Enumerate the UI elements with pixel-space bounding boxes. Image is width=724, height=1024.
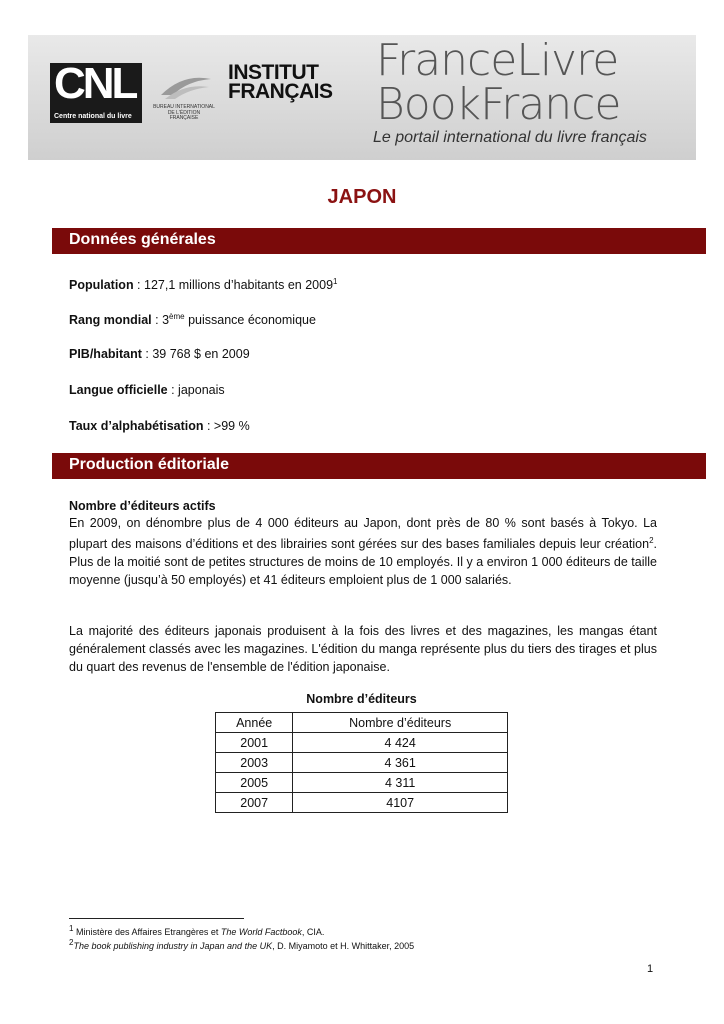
field-label: Langue officielle — [69, 383, 168, 397]
table-header: Nombre d’éditeurs — [293, 713, 508, 733]
footnote-1 — [69, 924, 324, 937]
header-banner — [28, 35, 696, 160]
footnote-divider — [69, 918, 244, 919]
table-header: Année — [216, 713, 293, 733]
francelivre-text: FranceLivre — [376, 35, 619, 86]
field-label: Population — [69, 278, 134, 293]
field-label: Taux d’alphabétisation — [69, 419, 204, 433]
field-pib — [69, 347, 250, 361]
section-production-editoriale — [52, 453, 706, 479]
table-row — [216, 773, 508, 793]
table-cell: 2003 — [216, 753, 293, 773]
field-value: puissance économique — [184, 313, 316, 328]
section-donnees-generales — [52, 228, 706, 254]
cnl-logo-text: CNL — [54, 59, 136, 108]
paragraph-text: En 2009, on dénombre plus de 4 000 éditeurs au Japon, dont près de 80 % sont basés à Tokyo. La plupart des maisons d’éditions et des librairies sont gérées sur des bases familiales depuis leur création — [69, 516, 657, 552]
field-langue — [69, 383, 225, 397]
field-value: : >99 % — [203, 419, 250, 433]
bief-logo-caption: BUREAU INTERNATIONAL DE L'ÉDITION FRANÇAISE — [153, 104, 215, 121]
footnote-ref: 1 — [333, 277, 338, 286]
cnl-logo — [50, 59, 142, 123]
field-value: : 127,1 millions d’habitants en 2009 — [133, 278, 334, 293]
bookfrance-text: BookFrance — [376, 79, 621, 130]
field-value: : 3 — [151, 313, 170, 328]
institut-line-1: INSTITUT — [228, 61, 319, 84]
table-row — [216, 753, 508, 773]
table-cell: 4 311 — [293, 773, 508, 793]
field-alphabetisation — [69, 419, 250, 433]
bief-bird-icon — [153, 65, 215, 105]
table-row — [216, 793, 508, 813]
table-cell: 4 424 — [293, 733, 508, 753]
footnote-text: , D. Miyamoto et H. Whittaker, 2005 — [272, 941, 415, 951]
paragraph-text: . Plus de la moitié sont de petites structures de moins de 10 employés. Il y a environ 1 000 éditeurs de taille moyenne (jusqu’à 50 employés) et 41 éditeurs emploient plus de 1 000 salariés. — [69, 537, 657, 588]
francelivre-logo — [376, 35, 621, 130]
footnote-italic: The World Factbook — [220, 927, 302, 937]
footnote-text: Ministère des Affaires Etrangères et — [73, 927, 221, 937]
cnl-logo-caption: Centre national du livre — [54, 113, 132, 120]
footnote-text: , CIA. — [301, 927, 325, 937]
table-row — [216, 733, 508, 753]
field-label: PIB/habitant — [69, 347, 142, 361]
table-header-row — [216, 713, 508, 733]
table-cell: 4 361 — [293, 753, 508, 773]
field-value: : japonais — [167, 383, 225, 397]
table-cell: 2007 — [216, 793, 293, 813]
footnote-italic: The book publishing industry in Japan and the UK — [73, 941, 273, 951]
page-title: JAPON — [327, 186, 397, 208]
table-caption: Nombre d’éditeurs — [306, 692, 417, 706]
institut-line-2: FRANÇAIS — [228, 80, 333, 103]
paragraph-2: La majorité des éditeurs japonais produisent à la fois des livres et des magazines, les mangas étant généralement classés avec les magazines. L'édition du manga représente plus du tiers des tirages et plus du quart des revenus de l'ensemble de l'édition japonaise. — [69, 624, 657, 674]
table-cell: 4107 — [293, 793, 508, 813]
section-title: Production éditoriale — [69, 456, 230, 473]
table-cell: 2001 — [216, 733, 293, 753]
field-population — [69, 277, 337, 292]
table-cell: 2005 — [216, 773, 293, 793]
paragraph-1 — [69, 514, 657, 589]
institut-francais-logo — [228, 63, 333, 101]
footnote-number: 1 — [69, 924, 74, 933]
subheading-editeurs: Nombre d’éditeurs actifs — [69, 499, 216, 513]
bief-logo — [153, 65, 215, 125]
footnote-2 — [69, 938, 414, 951]
editeurs-table — [215, 712, 508, 813]
field-label: Rang mondial — [69, 313, 152, 328]
field-rang-mondial — [69, 312, 316, 327]
footnote-number: 2 — [69, 938, 74, 947]
footnote-ref: 2 — [649, 536, 654, 545]
portal-tagline: Le portail international du livre français — [373, 129, 647, 146]
section-title: Données générales — [69, 231, 216, 248]
superscript: ème — [169, 312, 185, 321]
page-number: 1 — [647, 963, 654, 975]
field-value: : 39 768 $ en 2009 — [141, 347, 250, 361]
